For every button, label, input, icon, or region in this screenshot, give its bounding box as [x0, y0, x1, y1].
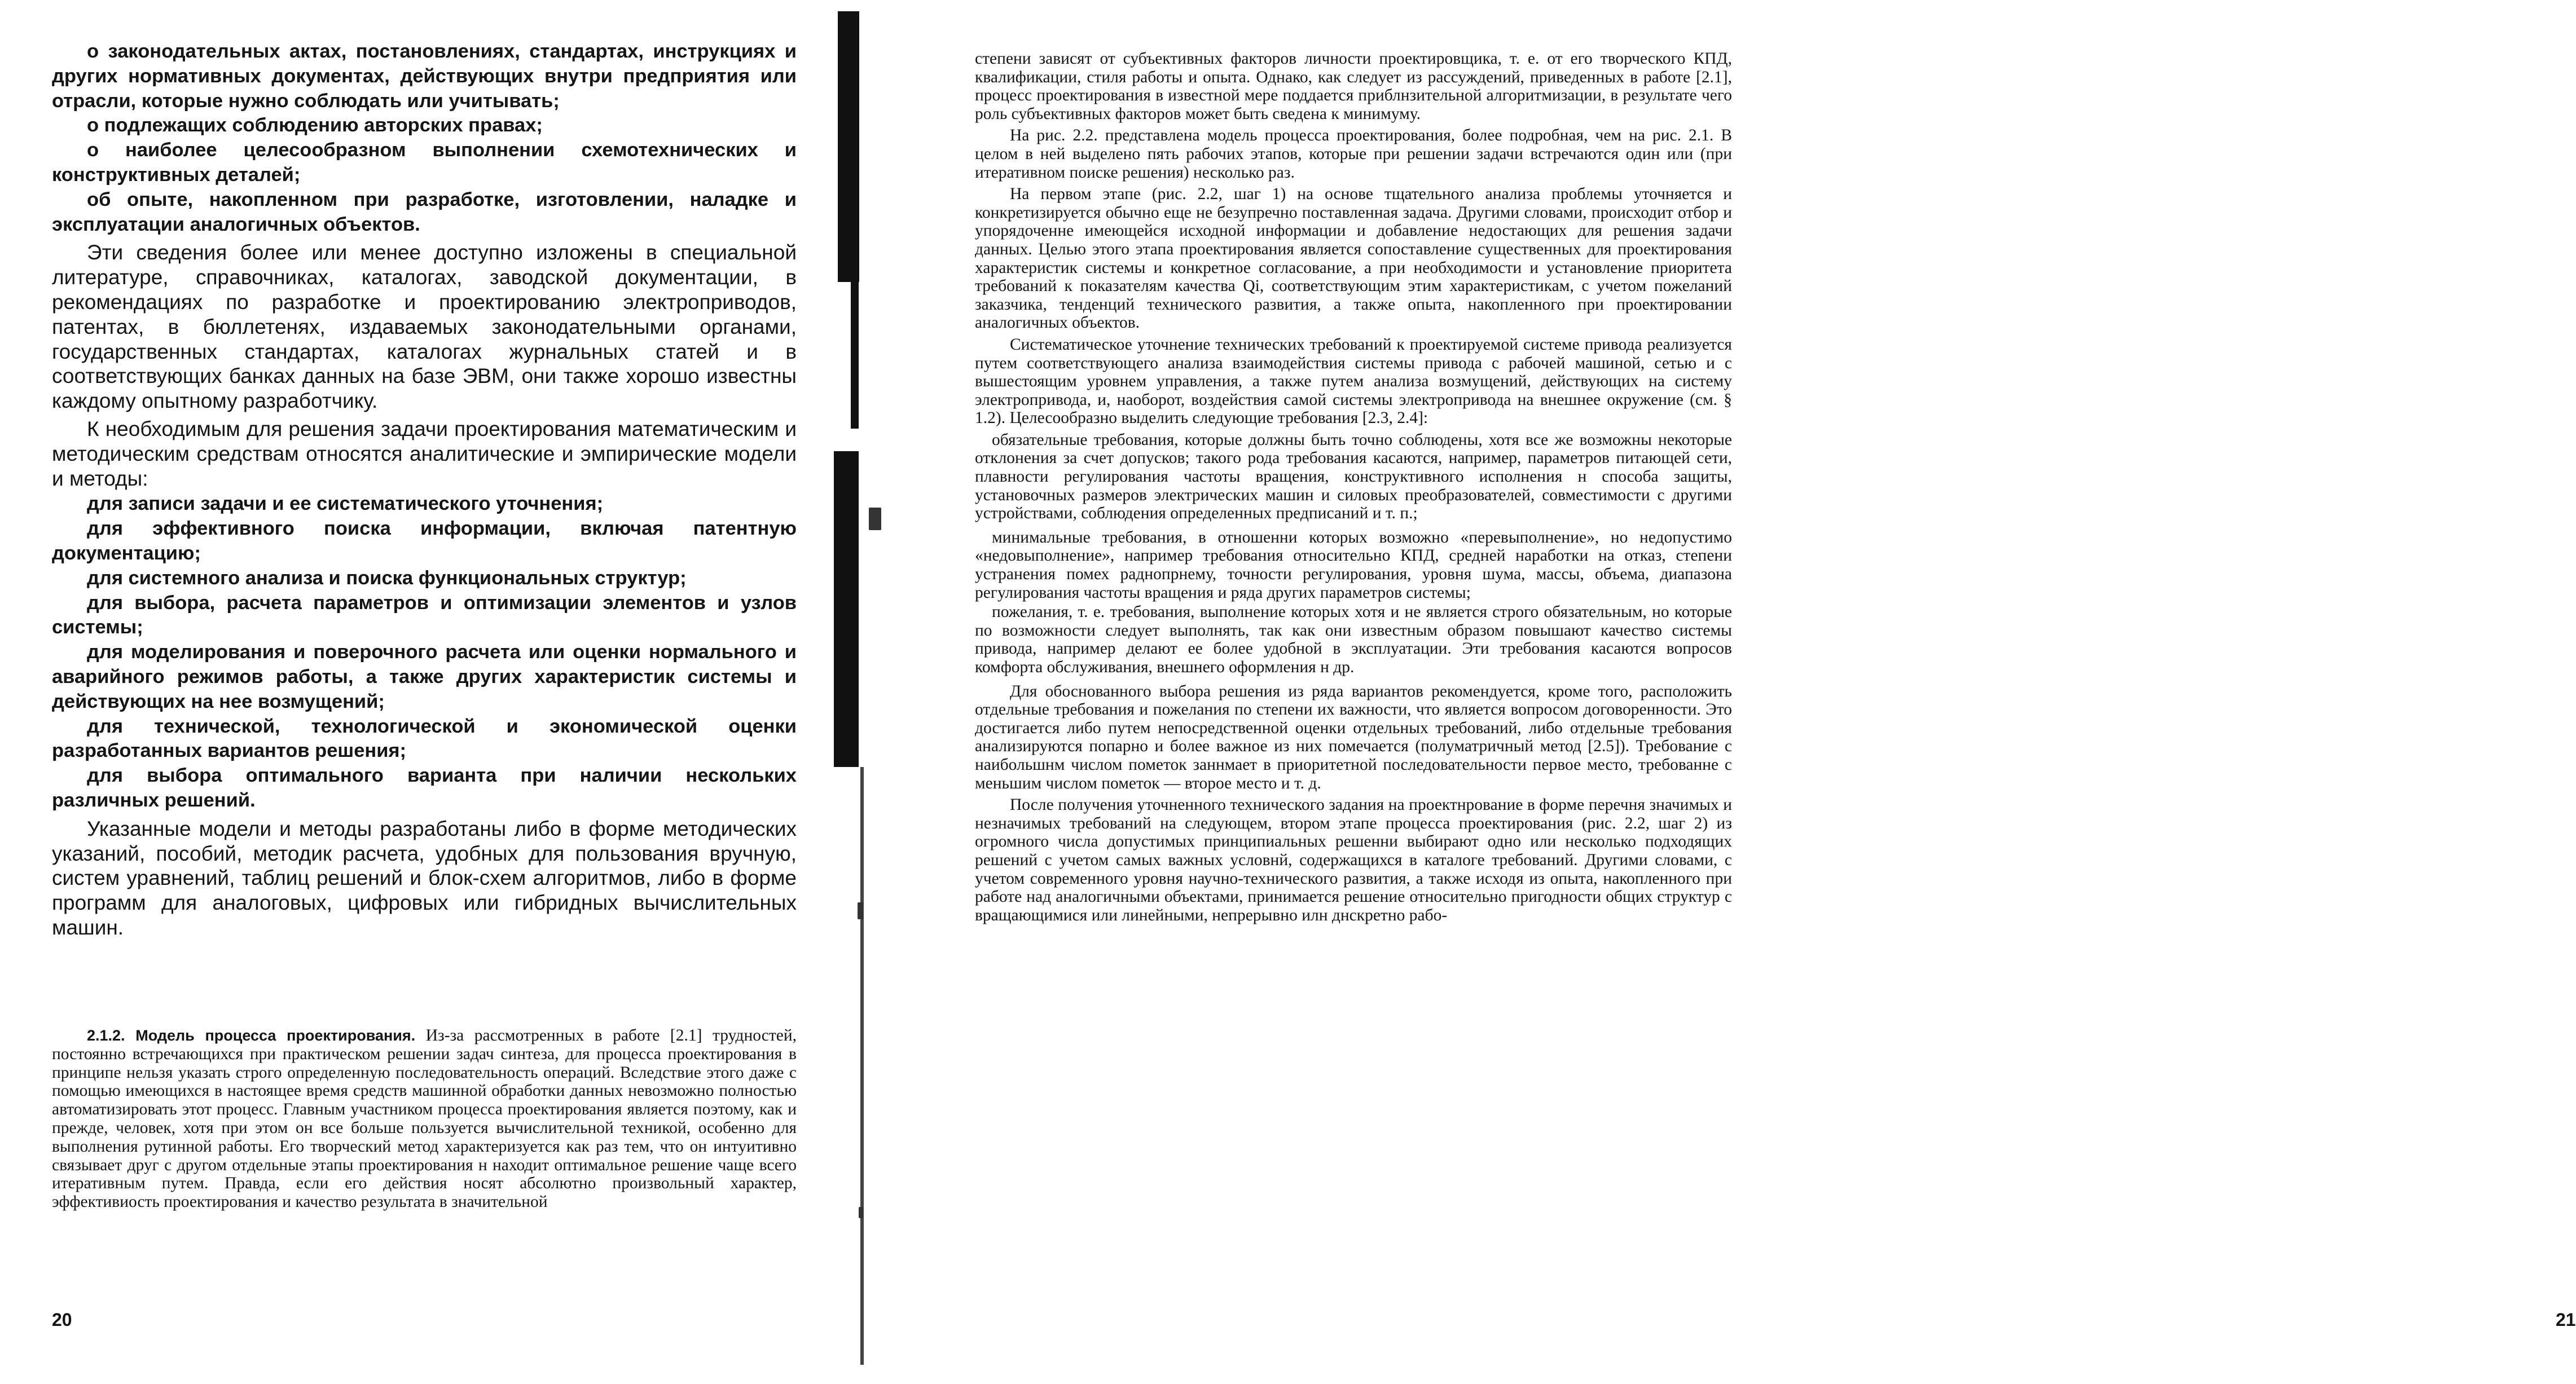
requirement-item: обязательные требования, которые должны быть точно соблюдены, хотя все же возможны некоторые отклонения за счет допусков; такого рода требования касаются, например, параметров питающей сети, плавности регулирования частоты вращения, конструктивного исполнения н способа защиты, установочных размеров электрических машин и силовых преобразователей, совместимости с другими устройствами, соблюдения определенных предписаний и т. п.;	[975, 430, 1732, 523]
right-page	[869, 0, 2576, 1384]
paragraph: На первом этапе (рис. 2.2, шаг 1) на основе тщательного анализа проблемы уточняется и конкретизируется обычно еще не безупречно поставленная задача. Другими словами, происходит отбор и упорядоченне имеющейся исходной информации и добавление недостающих для решения задачи данных. Целью этого этапа проектирования является сопоставление существенных для проектирования характеристик системы и конкретное согласование, а при необходимости и установление приоритета требований к показателям качества Qi, соответствующим этим характеристикам, с учетом пожеланий заказчика, тенденций технического развития, а также опыта, накопленного при проектировании аналогичных объектов.	[975, 185, 1732, 332]
requirement-item: минимальные требования, в отношенни которых возможно «перевыполнение», но недопустимо «недовыполнение», например требования относительно КПД, средней наработки на отказ, степени устранения помех раднопрнему, точности регулирования, уровня шума, массы, объема, диапазона регулирования частоты вращения и ряда других параметров системы;	[975, 528, 1732, 602]
list-item: для системного анализа и поиска функциональных структур;	[87, 567, 687, 589]
paragraph: На рис. 2.2. представлена модель процесса проектирования, более подробная, чем на рис. 2.1. В целом в ней выделено пять рабочих этапов, которые при решении задачи встречаются один или (при итеративном поиске решения) несколько раз.	[975, 126, 1732, 182]
list-item: о подлежащих соблюдению авторских правах;	[87, 114, 543, 136]
paragraph: Для обоснованного выбора решения из ряда вариантов рекомендуется, кроме того, расположить отдельные требования и пожелания по степени их важности, что является вопросом договоренности. Это достигается либо путем непосредственной оценки отдельных требований, либо отдельные требования анализируются попарно и более важное из них помечается (полуматричный метод [2.5]). Требование с наибольшнм числом пометок заннмает в приоритетной последовательности первое место, требованне с меньшим числом пометок — второе место и т. д.	[975, 682, 1732, 792]
left-page	[0, 0, 858, 1384]
list-item: для выбора оптимального варианта при наличии нескольких различных решений.	[52, 765, 797, 811]
paragraph: Эти сведения более или менее доступно изложены в специальной литературе, справочниках, каталогах, заводской документации, в рекомендациях по разработке и проектированию электроприводов, патентах, в бюллетенях, издаваемых законодательными органами, государственных стандартах, каталогах журнальных статей и в соответствующих банках данных на базе ЭВМ, они также хорошо известны каждому опытному разработчику.	[52, 241, 797, 413]
list-item: для эффективного поиска информации, включая патентную документацию;	[52, 518, 797, 564]
list-item: о законодательных актах, постановлениях, стандартах, инструкциях и других нормативных документах, действующих внутри предприятия или отрасли, которые нужно соблюдать или учитывать;	[52, 41, 797, 112]
list-item: об опыте, накопленном при разработке, изготовлении, наладке и эксплуатации аналогичных объектов.	[52, 188, 797, 235]
page-number: 21	[2556, 1310, 2576, 1330]
paragraph: степени зависят от субъективных факторов личности проектировщика, т. е. от его творческого КПД, квалификации, стиля работы и опыта. Однако, как следует из рассуждений, приведенных в работе [2.1], процесс проектирования в известной мере поддается приблнзительной алгоритмизации, в результате чего роль субъективных факторов может быть сведена к минимуму.	[975, 50, 1732, 123]
requirement-item: пожелания, т. е. требования, выполнение которых хотя и не является строго обязательным, но которые по возможности следует выполнять, так как они известным образом повышают качество системы привода, например делают ее более удобной в эксплуатации. Эти требования касаются вопросов комфорта обслуживания, внешнего оформления н др.	[975, 603, 1732, 676]
list-item: для выбора, расчета параметров и оптимизации элементов и узлов системы;	[52, 592, 797, 638]
right-page-body	[975, 50, 1732, 928]
list-item: для моделирования и поверочного расчета или оценки нормального и аварийного режимов работы, а также других характеристик системы и действующих на нее возмущений;	[52, 641, 797, 712]
list-item: о наиболее целесообразном выполнении схемотехнических и конструктивных деталей;	[52, 139, 797, 186]
section-2-1-2	[52, 1026, 797, 1211]
paragraph: Систематическое уточнение технических требований к проектируемой системе привода реализуется путем соответствующего анализа взаимодействия системы привода с рабочей машиной, сетью и с вышестоящим уровнем управления, а также путем анализа возмущений, действующих на систему электропривода, и, наоборот, воздействия самой системы электропривода на внешнее окружение (см. § 1.2). Целесообразно выделить следующие требования [2.3, 2.4]:	[975, 335, 1732, 427]
paragraph: Указанные модели и методы разработаны либо в форме методических указаний, пособий, методик расчета, удобных для пользования вручную, систем уравнений, таблиц решений и блок-схем алгоритмов, либо в форме программ для аналоговых, цифровых или гибридных вычислительных машин.	[52, 817, 797, 939]
left-page-body	[52, 39, 797, 940]
section-title: 2.1.2. Модель процесса проектирования.	[87, 1027, 416, 1044]
paragraph: После получения уточненного технического задания на проектнрование в форме перечня значимых и незначимых требований на следующем, втором этапе процесса проектирования (рис. 2.2, шаг 2) из огромного числа допустимых принципиальных решенни выбирают одно или несколько подходящих решений с учетом самых важных условнй, содержащихся в каталоге требований. Другими словами, с учетом современного уровня научно-технического развития, а также исходя из опыта, накопленного при работе над аналогичными объектами, принимается решение относительно пригодности общих структур с вращающимися или линейными, непрерывно илн днскретно рабо-	[975, 796, 1732, 924]
list-item: для технической, технологической и экономической оценки разработанных вариантов решения;	[52, 715, 797, 762]
list-item: для записи задачи и ее систематического уточнения;	[87, 493, 604, 515]
section-text: Из-за рассмотренных в работе [2.1] трудностей, постоянно встречающихся при практическом решении задач синтеза, для процесса проектирования в принципе нельзя указать строго определенную последовательность операций. Вследствие этого даже с помощью имеющихся в настоящее время средств машинной обработки данных невозможно полностью автоматизировать этот процесс. Главным участником процесса проектирования является поэтому, как и прежде, человек, хотя при этом он все больше пользуется вычислительной техникой, особенно для выполнения рутинной работы. Его творческий метод характеризуется как раз тем, что он интуитивно связывает друг с другом отдельные этапы проектирования н находит оптимальное решение чаще всего итеративным путем. Правда, если его действия носят абсолютно произвольный характер, эффективиость проектирования и качество результата в значительной	[52, 1026, 797, 1211]
page-number: 20	[52, 1310, 72, 1330]
paragraph: К необходимым для решения задачи проектирования математическим и методическим средствам относятся аналитические и эмпирические модели и методы:	[52, 417, 797, 490]
